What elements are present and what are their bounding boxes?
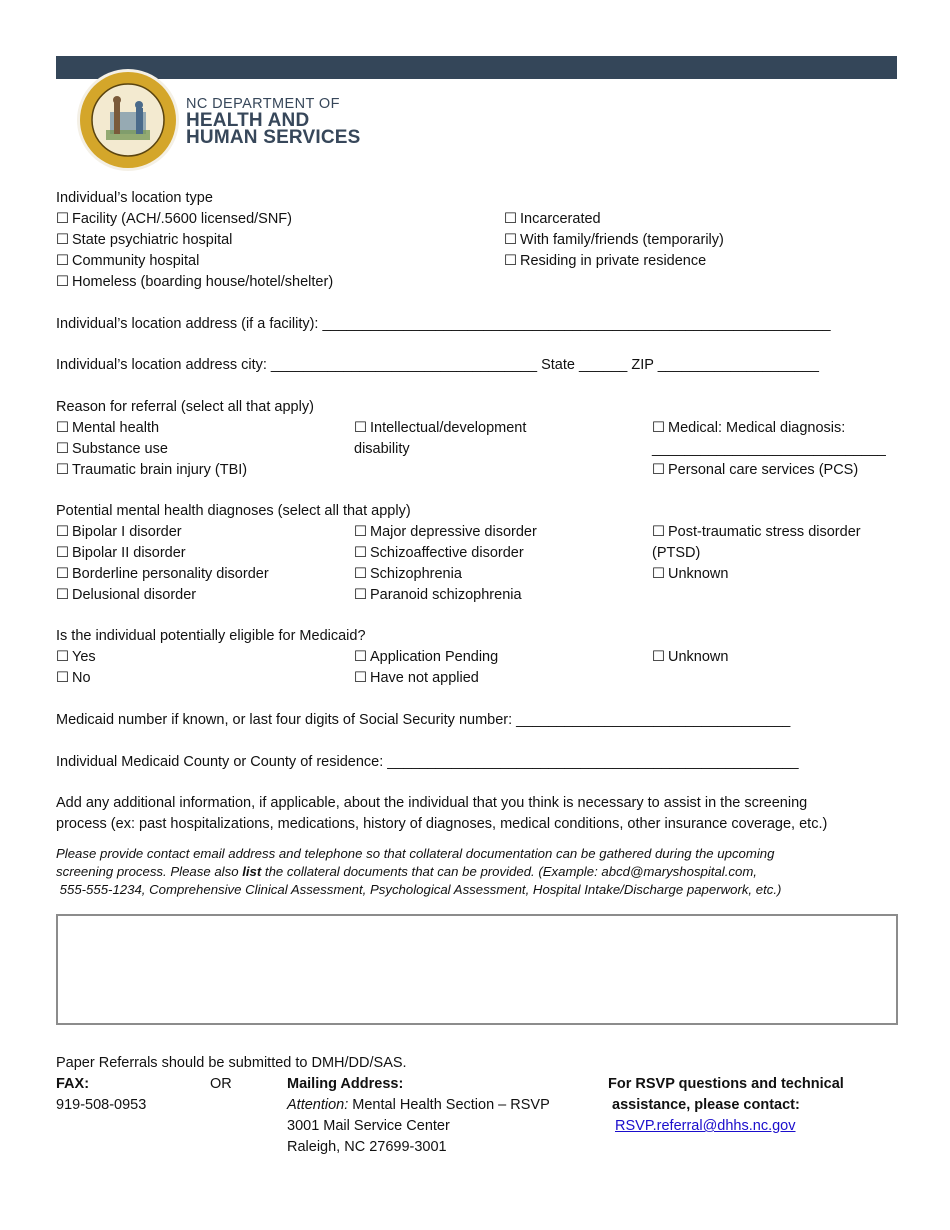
checkbox-schizoaffective[interactable]: ☐ Schizoaffective disorder	[354, 543, 524, 563]
mailing-address-line-1	[287, 1095, 550, 1115]
additional-info-line-1: Add any additional information, if applicable, about the individual that you think is necessary to assist in the screening	[56, 795, 808, 811]
mailing-address-label: Mailing Address:	[287, 1076, 404, 1092]
rsvp-contact-line-2: assistance, please contact:	[608, 1097, 800, 1113]
medicaid-county-field[interactable]: Individual Medicaid County or County of residence: ___________________________________________________	[56, 754, 799, 770]
additional-info-line-2: process (ex: past hospitalizations, medications, history of diagnoses, medical conditions, other insurance coverage, etc.)	[56, 816, 828, 832]
logo-line-2: HEALTH AND	[186, 110, 310, 131]
facility-address-field[interactable]: Individual’s location address (if a facility): _______________________________________________________________	[56, 316, 831, 332]
dhhs-logo-text	[186, 96, 361, 146]
mailing-address-line-3: Raleigh, NC 27699-3001	[287, 1139, 447, 1155]
ptsd-label-cont: (PTSD)	[652, 545, 701, 561]
mailing-attention: Attention:	[287, 1097, 349, 1113]
medicaid-heading: Is the individual potentially eligible for Medicaid?	[56, 628, 366, 644]
checkbox-medicaid-yes[interactable]: ☐ Yes	[56, 647, 96, 667]
state-seal-logo	[76, 68, 180, 172]
or-separator: OR	[210, 1076, 232, 1092]
checkbox-borderline[interactable]: ☐ Borderline personality disorder	[56, 564, 269, 584]
location-type-heading: Individual’s location type	[56, 190, 213, 206]
checkbox-application-pending[interactable]: ☐ Application Pending	[354, 647, 498, 667]
checkbox-incarcerated[interactable]: ☐ Incarcerated	[504, 209, 601, 229]
checkbox-delusional[interactable]: ☐ Delusional disorder	[56, 585, 196, 605]
mailing-address-line-1-rest: Mental Health Section – RSVP	[348, 1097, 550, 1113]
header-bar	[56, 56, 897, 79]
checkbox-community-hospital[interactable]: ☐ Community hospital	[56, 251, 199, 271]
city-state-zip-field[interactable]: Individual’s location address city: _________________________________ State ______ ZIP ____________________	[56, 357, 819, 373]
checkbox-medicaid-no[interactable]: ☐ No	[56, 668, 91, 688]
contact-note-line-2	[56, 863, 757, 882]
checkbox-tbi[interactable]: ☐ Traumatic brain injury (TBI)	[56, 460, 247, 480]
paper-referrals-intro: Paper Referrals should be submitted to DMH/DD/SAS.	[56, 1055, 407, 1071]
checkbox-medical[interactable]: ☐ Medical: Medical diagnosis:	[652, 418, 845, 438]
checkbox-state-psychiatric-hospital[interactable]: ☐ State psychiatric hospital	[56, 230, 232, 250]
medical-diagnosis-field[interactable]: _____________________________	[652, 441, 886, 457]
checkbox-major-depressive[interactable]: ☐ Major depressive disorder	[354, 522, 537, 542]
additional-info-textarea[interactable]	[56, 914, 898, 1025]
contact-note-line-1: Please provide contact email address and telephone so that collateral documentation can be gathered during the upcoming	[56, 846, 775, 861]
diagnoses-heading: Potential mental health diagnoses (select all that apply)	[56, 503, 411, 519]
checkbox-schizophrenia[interactable]: ☐ Schizophrenia	[354, 564, 462, 584]
logo-line-1: NC DEPARTMENT OF	[186, 96, 340, 112]
rsvp-email-link[interactable]: RSVP.referral@dhhs.nc.gov	[615, 1118, 796, 1134]
checkbox-private-residence[interactable]: ☐ Residing in private residence	[504, 251, 706, 271]
checkbox-with-family-friends[interactable]: ☐ With family/friends (temporarily)	[504, 230, 724, 250]
fax-number: 919-508-0953	[56, 1097, 147, 1113]
fax-label: FAX:	[56, 1076, 90, 1092]
contact-note-line-2a: screening process. Please also	[56, 864, 243, 879]
checkbox-medicaid-unknown[interactable]: ☐ Unknown	[652, 647, 728, 667]
checkbox-bipolar-2[interactable]: ☐ Bipolar II disorder	[56, 543, 186, 563]
medicaid-number-field[interactable]: Medicaid number if known, or last four digits of Social Security number: __________________________________	[56, 712, 791, 728]
logo-line-3: HUMAN SERVICES	[186, 127, 361, 148]
checkbox-mental-health[interactable]: ☐ Mental health	[56, 418, 159, 438]
checkbox-substance-use[interactable]: ☐ Substance use	[56, 439, 168, 459]
mailing-address-line-2: 3001 Mail Service Center	[287, 1118, 450, 1134]
checkbox-ptsd[interactable]: ☐ Post-traumatic stress disorder	[652, 522, 861, 542]
contact-note-line-2c: the collateral documents that can be provided. (Example: abcd@maryshospital.com,	[261, 864, 757, 879]
checkbox-intellectual-development[interactable]: ☐ Intellectual/development	[354, 418, 526, 438]
checkbox-homeless[interactable]: ☐ Homeless (boarding house/hotel/shelter)	[56, 272, 333, 292]
referral-reason-heading: Reason for referral (select all that apply)	[56, 399, 314, 415]
checkbox-bipolar-1[interactable]: ☐ Bipolar I disorder	[56, 522, 182, 542]
contact-note-line-3: 555-555-1234, Comprehensive Clinical Assessment, Psychological Assessment, Hospital Intake/Discharge paperwork, etc.)	[56, 882, 782, 897]
intellectual-development-label-cont: disability	[354, 441, 410, 457]
checkbox-facility[interactable]: ☐ Facility (ACH/.5600 licensed/SNF)	[56, 209, 292, 229]
checkbox-diagnosis-unknown[interactable]: ☐ Unknown	[652, 564, 728, 584]
checkbox-not-applied[interactable]: ☐ Have not applied	[354, 668, 479, 688]
rsvp-contact-line-1: For RSVP questions and technical	[608, 1076, 844, 1092]
checkbox-paranoid-schizophrenia[interactable]: ☐ Paranoid schizophrenia	[354, 585, 522, 605]
checkbox-pcs[interactable]: ☐ Personal care services (PCS)	[652, 460, 858, 480]
contact-note-list-emphasis: list	[242, 864, 262, 879]
